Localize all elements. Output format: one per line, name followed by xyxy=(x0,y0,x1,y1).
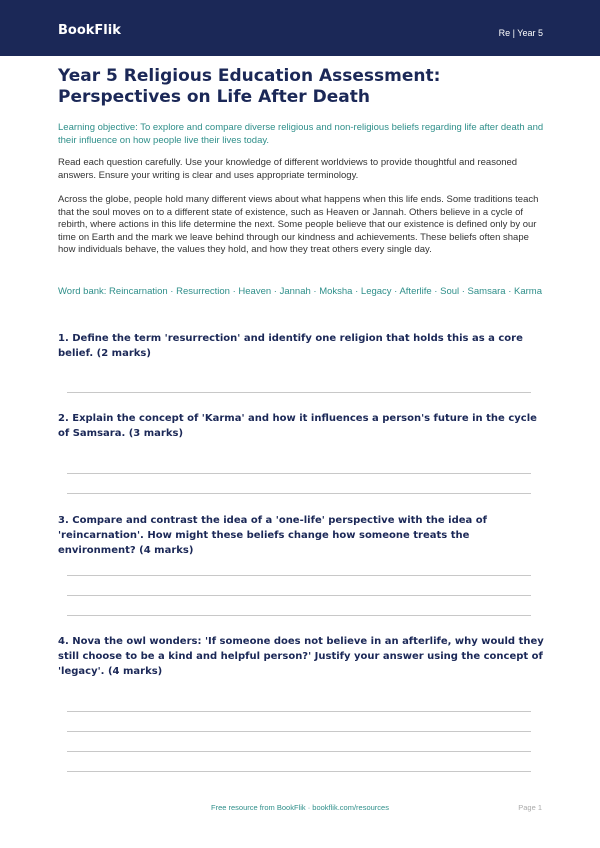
answer-line[interactable] xyxy=(67,751,531,752)
instructions-paragraph: Read each question carefully. Use your knowledge of different worldviews to provide thoughtful and reasoned answers. Ensure your writing is clear and uses appropriate terminology. xyxy=(58,157,518,181)
answer-line[interactable] xyxy=(67,493,531,494)
answer-line[interactable] xyxy=(67,711,531,712)
footer-credit: Free resource from BookFlik · bookflik.com/resources xyxy=(211,803,389,812)
page-title: Year 5 Religious Education Assessment: Perspectives on Life After Death xyxy=(58,66,441,107)
header-subject-year: Re | Year 5 xyxy=(498,28,543,38)
page-number: Page 1 xyxy=(518,803,542,812)
question-1: 1. Define the term 'resurrection' and identify one religion that holds this as a core belief. (2 marks) xyxy=(58,333,523,359)
answer-line[interactable] xyxy=(67,771,531,772)
word-bank: Word bank: Reincarnation · Resurrection · Heaven · Jannah · Moksha · Legacy · Afterlife · Soul · Samsara · Karma xyxy=(58,286,542,297)
answer-line[interactable] xyxy=(67,473,531,474)
answer-line[interactable] xyxy=(67,595,531,596)
brand-logo-text: BookFlik xyxy=(58,23,121,38)
answer-line[interactable] xyxy=(67,731,531,732)
question-2: 2. Explain the concept of 'Karma' and how it influences a person's future in the cycle of Samsara. (3 marks) xyxy=(58,413,537,439)
question-3: 3. Compare and contrast the idea of a 'one-life' perspective with the idea of 'reincarnation'. How might these beliefs change how someone treats the environment? (4 marks) xyxy=(58,515,487,556)
answer-line[interactable] xyxy=(67,392,531,393)
answer-line[interactable] xyxy=(67,575,531,576)
question-4: 4. Nova the owl wonders: 'If someone does not believe in an afterlife, why would they still choose to be a kind and helpful person?' Justify your answer using the concept of 'legacy'. (4 marks) xyxy=(58,636,544,677)
page-header xyxy=(0,0,600,56)
learning-objective: Learning objective: To explore and compare diverse religious and non-religious beliefs regarding life after death and their influence on how people live their lives today. xyxy=(58,122,544,146)
answer-line[interactable] xyxy=(67,615,531,616)
passage-paragraph: Across the globe, people hold many different views about what happens when this life ends. Some traditions teach that the soul moves on to a different state of existence, such as Heaven or Jannah. Others believe in a cycle of rebirth, where actions in this life determine the next. Some people believe that our existence is defined only by our time on Earth and the mark we leave behind through our kindness and achievements. These beliefs often shape how individuals behave, the values they hold, and how they treat others every single day. xyxy=(58,194,539,255)
